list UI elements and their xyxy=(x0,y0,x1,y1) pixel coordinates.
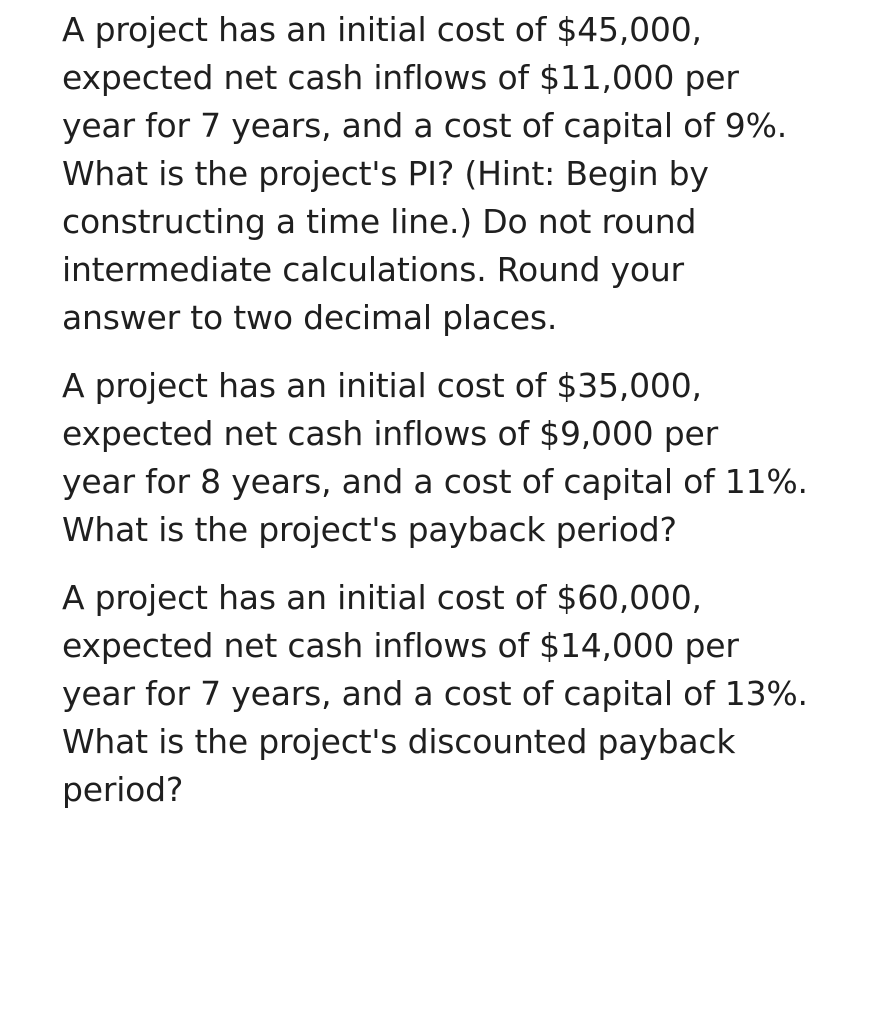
question-text-line: year for 7 years, and a cost of capital of 13%. xyxy=(62,674,808,713)
question-discounted-payback xyxy=(62,574,872,814)
question-text-line: year for 7 years, and a cost of capital of 9%. xyxy=(62,106,788,145)
question-text-line: expected net cash inflows of $14,000 per xyxy=(62,626,739,665)
question-text-line: constructing a time line.) Do not round xyxy=(62,202,697,241)
question-text-line: What is the project's payback period? xyxy=(62,510,677,549)
question-text-line: What is the project's PI? (Hint: Begin by xyxy=(62,154,709,193)
question-document xyxy=(62,6,872,834)
question-payback xyxy=(62,362,872,554)
question-text-line: A project has an initial cost of $35,000, xyxy=(62,366,702,405)
question-text-line: A project has an initial cost of $45,000, xyxy=(62,10,702,49)
question-text-line: period? xyxy=(62,770,184,809)
question-text-line: expected net cash inflows of $9,000 per xyxy=(62,414,718,453)
question-text-line: intermediate calculations. Round your xyxy=(62,250,684,289)
question-pi xyxy=(62,6,872,342)
question-text-line: expected net cash inflows of $11,000 per xyxy=(62,58,739,97)
question-text-line: answer to two decimal places. xyxy=(62,298,558,337)
question-text-line: What is the project's discounted payback xyxy=(62,722,736,761)
question-text-line: A project has an initial cost of $60,000, xyxy=(62,578,702,617)
question-text-line: year for 8 years, and a cost of capital of 11%. xyxy=(62,462,808,501)
